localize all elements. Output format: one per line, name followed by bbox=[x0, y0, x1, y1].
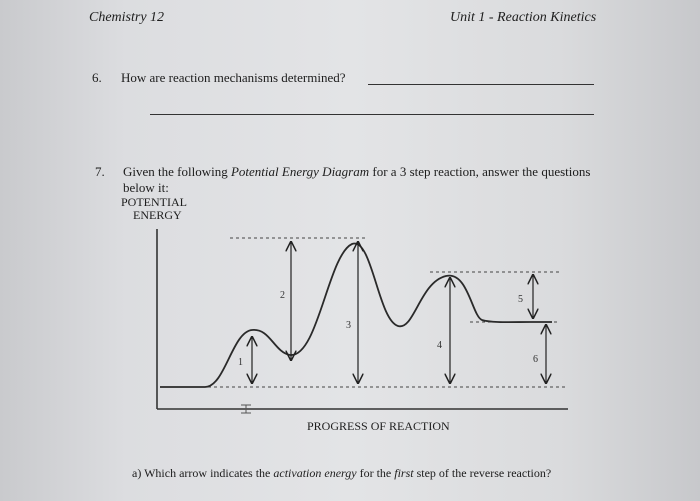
question-7-number: 7. bbox=[95, 164, 105, 179]
question-7a-emphasis-2: first bbox=[394, 466, 414, 480]
arrow-1-label: 1 bbox=[238, 357, 243, 368]
arrow-2-label: 2 bbox=[280, 290, 285, 301]
unit-title: Unit 1 - Reaction Kinetics bbox=[450, 10, 597, 25]
question-7-text-start: Given the following bbox=[123, 164, 231, 179]
course-title: Chemistry 12 bbox=[89, 10, 165, 25]
question-7a-text bbox=[132, 465, 551, 481]
arrow-6-label: 6 bbox=[533, 354, 538, 365]
question-6-number: 6. bbox=[92, 70, 102, 85]
y-axis-label-line2: ENERGY bbox=[133, 208, 182, 222]
question-7-text-end: for a 3 step reaction, answer the questions bbox=[369, 164, 591, 179]
arrow-3-label: 3 bbox=[346, 320, 351, 331]
x-axis-label: PROGRESS OF REACTION bbox=[307, 419, 450, 433]
question-7-diagram-name: Potential Energy Diagram bbox=[230, 164, 370, 179]
question-7a-prefix: a) Which arrow indicates the bbox=[132, 466, 274, 480]
arrow-5-label: 5 bbox=[518, 294, 523, 305]
question-7a-middle: for the bbox=[356, 466, 395, 480]
question-6-text: How are reaction mechanisms determined? bbox=[121, 70, 346, 85]
energy-curve bbox=[160, 243, 552, 387]
y-axis-label-line1: POTENTIAL bbox=[121, 195, 187, 209]
question-7a-suffix: step of the reverse reaction? bbox=[413, 466, 552, 480]
question-7a-emphasis-1: activation energy bbox=[273, 466, 357, 480]
question-7-text-line2: below it: bbox=[123, 180, 169, 195]
arrow-4-label: 4 bbox=[437, 340, 442, 351]
